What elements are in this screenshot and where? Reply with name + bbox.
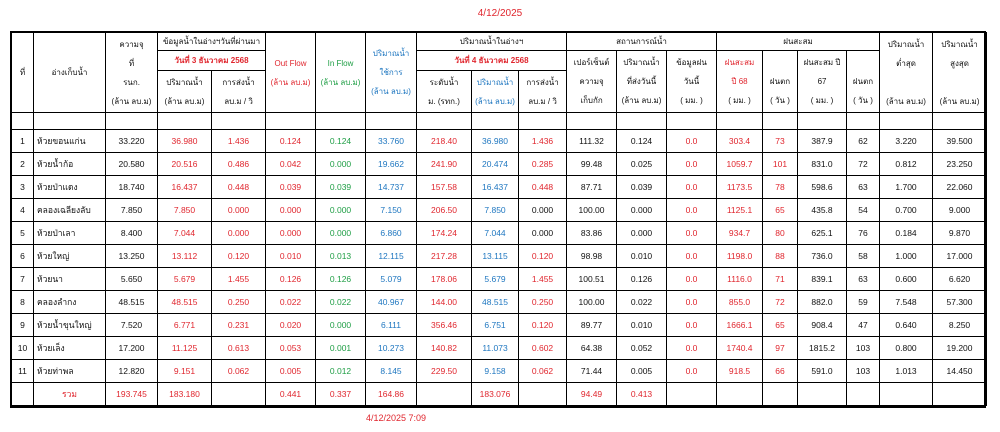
cell-max-volume: 22.060 <box>933 176 987 199</box>
cell-percent-capacity: 111.32 <box>567 130 617 153</box>
cell-min-volume: 0.600 <box>880 268 933 291</box>
cell-water-level: 174.24 <box>417 222 472 245</box>
cell-row-no: 3 <box>12 176 34 199</box>
cell-rain-2567: 908.4 <box>798 314 847 337</box>
cell-current-volume: 13.115 <box>472 245 519 268</box>
cell-prev-volume: 20.516 <box>158 153 212 176</box>
cell-outflow: 0.053 <box>266 337 316 360</box>
cell-percent-capacity: 99.48 <box>567 153 617 176</box>
cell-current-volume: 7.850 <box>472 199 519 222</box>
cell-rain-today: 0.0 <box>667 291 717 314</box>
cell-percent-capacity: 71.44 <box>567 360 617 383</box>
cell-percent-capacity: 100.00 <box>567 199 617 222</box>
header-rain-group: ฝนสะสม <box>717 33 880 51</box>
cell-rain-days-2568: 71 <box>763 268 798 291</box>
header-current-group: ปริมาณน้ำในอ่างฯ <box>417 33 567 51</box>
header-current-level: ระดับน้ำ ม. (รทก.) <box>417 71 472 113</box>
cell-current-volume: 6.751 <box>472 314 519 337</box>
cell-rain-days-2567: 62 <box>847 130 880 153</box>
cell-max-volume: 6.620 <box>933 268 987 291</box>
header-prev-volume: ปริมาณน้ำ (ล้าน ลบ.ม) <box>158 71 212 113</box>
cell-reservoir-name: ห้วยใหญ่ <box>34 245 106 268</box>
cell-current-release: 0.602 <box>519 337 567 360</box>
cell-max-volume: 14.450 <box>933 360 987 383</box>
cell-current-release: 0.062 <box>519 360 567 383</box>
cell-released-today: 0.010 <box>617 314 667 337</box>
cell-inflow: 0.039 <box>316 176 366 199</box>
cell-current-release: 0.285 <box>519 153 567 176</box>
cell-usable-volume: 5.079 <box>366 268 417 291</box>
header-no: ที่ <box>12 33 34 113</box>
cell-rain-2567: 839.1 <box>798 268 847 291</box>
cell-rain-days-2567: 59 <box>847 291 880 314</box>
cell-row-no: 9 <box>12 314 34 337</box>
cell-usable-volume: 33.760 <box>366 130 417 153</box>
cell-current-volume: 16.437 <box>472 176 519 199</box>
cell-percent-capacity: 89.77 <box>567 314 617 337</box>
cell-percent-capacity: 98.98 <box>567 245 617 268</box>
table-row <box>12 130 987 153</box>
cell-water-level: 356.46 <box>417 314 472 337</box>
cell-current-volume: 20.474 <box>472 153 519 176</box>
header-rain-today: ข้อมูลฝน วันนี้ ( มม. ) <box>667 51 717 113</box>
header-max-volume: ปริมาณน้ำ สูงสุด (ล้าน ลบ.ม) <box>933 33 987 113</box>
cell-prev-release: 0.448 <box>212 176 266 199</box>
total-label: รวม <box>34 383 106 406</box>
cell-outflow: 0.022 <box>266 291 316 314</box>
cell-prev-volume: 7.850 <box>158 199 212 222</box>
cell-reservoir-name: ห้วยป่าเลา <box>34 222 106 245</box>
cell-water-level: 140.82 <box>417 337 472 360</box>
cell-capacity: 33.220 <box>106 130 158 153</box>
cell-prev-release: 0.062 <box>212 360 266 383</box>
cell-inflow: 0.000 <box>316 199 366 222</box>
cell-row-no: 1 <box>12 130 34 153</box>
cell-prev-volume: 7.044 <box>158 222 212 245</box>
cell-max-volume: 57.300 <box>933 291 987 314</box>
cell-prev-release: 0.250 <box>212 291 266 314</box>
header-released-today: ปริมาณน้ำ ที่ส่งวันนี้ (ล้าน ลบ.ม) <box>617 51 667 113</box>
header-percent: เปอร์เซ็นต์ ความจุ เก็บกัก <box>567 51 617 113</box>
total-capacity: 193.745 <box>106 383 158 406</box>
header-reservoir: อ่างเก็บน้ำ <box>34 33 106 113</box>
cell-inflow: 0.022 <box>316 291 366 314</box>
total-prev-volume: 183.180 <box>158 383 212 406</box>
cell-outflow: 0.010 <box>266 245 316 268</box>
cell-water-level: 217.28 <box>417 245 472 268</box>
table-row <box>12 199 987 222</box>
cell-rain-days-2568: 72 <box>763 291 798 314</box>
cell-rain-2568: 1173.5 <box>717 176 763 199</box>
cell-capacity: 13.250 <box>106 245 158 268</box>
cell-min-volume: 0.700 <box>880 199 933 222</box>
cell-current-volume: 48.515 <box>472 291 519 314</box>
cell-max-volume: 9.000 <box>933 199 987 222</box>
cell-current-release: 0.000 <box>519 199 567 222</box>
cell-current-release: 0.120 <box>519 245 567 268</box>
cell-percent-capacity: 87.71 <box>567 176 617 199</box>
cell-max-volume: 17.000 <box>933 245 987 268</box>
cell-min-volume: 0.184 <box>880 222 933 245</box>
cell-usable-volume: 8.145 <box>366 360 417 383</box>
cell-prev-volume: 9.151 <box>158 360 212 383</box>
cell-current-release: 1.436 <box>519 130 567 153</box>
cell-inflow: 0.124 <box>316 130 366 153</box>
cell-released-today: 0.022 <box>617 291 667 314</box>
cell-usable-volume: 7.150 <box>366 199 417 222</box>
cell-rain-2567: 435.8 <box>798 199 847 222</box>
cell-released-today: 0.000 <box>617 199 667 222</box>
total-row <box>12 383 987 406</box>
cell-max-volume: 8.250 <box>933 314 987 337</box>
cell-released-today: 0.010 <box>617 245 667 268</box>
cell-rain-today: 0.0 <box>667 360 717 383</box>
cell-rain-days-2567: 103 <box>847 337 880 360</box>
cell-rain-days-2568: 101 <box>763 153 798 176</box>
cell-released-today: 0.000 <box>617 222 667 245</box>
cell-capacity: 20.580 <box>106 153 158 176</box>
cell-rain-2567: 882.0 <box>798 291 847 314</box>
header-min-volume: ปริมาณน้ำ ต่ำสุด (ล้าน ลบ.ม) <box>880 33 933 113</box>
cell-capacity: 7.850 <box>106 199 158 222</box>
cell-capacity: 5.650 <box>106 268 158 291</box>
cell-released-today: 0.052 <box>617 337 667 360</box>
header-current-date: วันที่ 4 ธันวาคม 2568 <box>417 51 567 71</box>
cell-rain-today: 0.0 <box>667 130 717 153</box>
cell-water-level: 144.00 <box>417 291 472 314</box>
cell-reservoir-name: คลองเฉลียงลับ <box>34 199 106 222</box>
cell-rain-2568: 855.0 <box>717 291 763 314</box>
cell-current-volume: 11.073 <box>472 337 519 360</box>
cell-rain-2568: 303.4 <box>717 130 763 153</box>
table-row <box>12 314 987 337</box>
header-status-group: สถานการณ์น้ำ <box>567 33 717 51</box>
cell-rain-2568: 934.7 <box>717 222 763 245</box>
cell-row-no: 6 <box>12 245 34 268</box>
cell-current-volume: 36.980 <box>472 130 519 153</box>
header-current-release: การส่งน้ำ ลบ.ม / วิ <box>519 71 567 113</box>
cell-capacity: 48.515 <box>106 291 158 314</box>
cell-released-today: 0.126 <box>617 268 667 291</box>
cell-rain-2568: 1116.0 <box>717 268 763 291</box>
cell-min-volume: 1.013 <box>880 360 933 383</box>
cell-rain-today: 0.0 <box>667 199 717 222</box>
cell-current-volume: 7.044 <box>472 222 519 245</box>
cell-usable-volume: 40.967 <box>366 291 417 314</box>
cell-current-release: 0.120 <box>519 314 567 337</box>
cell-water-level: 206.50 <box>417 199 472 222</box>
cell-outflow: 0.126 <box>266 268 316 291</box>
cell-prev-release: 1.436 <box>212 130 266 153</box>
cell-outflow: 0.005 <box>266 360 316 383</box>
cell-prev-volume: 5.679 <box>158 268 212 291</box>
cell-reservoir-name: ห้วยนา <box>34 268 106 291</box>
cell-rain-2567: 736.0 <box>798 245 847 268</box>
table-row <box>12 268 987 291</box>
cell-rain-2568: 1059.7 <box>717 153 763 176</box>
cell-percent-capacity: 83.86 <box>567 222 617 245</box>
cell-prev-volume: 48.515 <box>158 291 212 314</box>
cell-water-level: 229.50 <box>417 360 472 383</box>
cell-inflow: 0.001 <box>316 337 366 360</box>
header-prev-date: วันที่ 3 ธันวาคม 2568 <box>158 51 266 71</box>
cell-prev-volume: 13.112 <box>158 245 212 268</box>
cell-capacity: 7.520 <box>106 314 158 337</box>
cell-inflow: 0.000 <box>316 314 366 337</box>
header-capacity: ความจุ ที่ รนก. (ล้าน ลบ.ม) <box>106 33 158 113</box>
cell-inflow: 0.000 <box>316 153 366 176</box>
cell-capacity: 8.400 <box>106 222 158 245</box>
cell-rain-today: 0.0 <box>667 268 717 291</box>
cell-min-volume: 0.812 <box>880 153 933 176</box>
cell-max-volume: 39.500 <box>933 130 987 153</box>
cell-usable-volume: 12.115 <box>366 245 417 268</box>
cell-released-today: 0.039 <box>617 176 667 199</box>
cell-usable-volume: 6.860 <box>366 222 417 245</box>
cell-current-volume: 5.679 <box>472 268 519 291</box>
cell-capacity: 18.740 <box>106 176 158 199</box>
cell-water-level: 241.90 <box>417 153 472 176</box>
cell-inflow: 0.013 <box>316 245 366 268</box>
cell-rain-days-2567: 76 <box>847 222 880 245</box>
cell-usable-volume: 10.273 <box>366 337 417 360</box>
cell-current-release: 0.250 <box>519 291 567 314</box>
cell-prev-volume: 16.437 <box>158 176 212 199</box>
cell-max-volume: 9.870 <box>933 222 987 245</box>
cell-outflow: 0.000 <box>266 222 316 245</box>
cell-rain-days-2567: 63 <box>847 176 880 199</box>
table-row <box>12 291 987 314</box>
cell-rain-days-2568: 78 <box>763 176 798 199</box>
header-prev-group: ข้อมูลน้ำในอ่างฯวันที่ผ่านมา <box>158 33 266 51</box>
cell-capacity: 17.200 <box>106 337 158 360</box>
cell-outflow: 0.020 <box>266 314 316 337</box>
cell-current-release: 0.448 <box>519 176 567 199</box>
cell-prev-release: 0.000 <box>212 222 266 245</box>
cell-rain-2568: 1740.4 <box>717 337 763 360</box>
cell-rain-today: 0.0 <box>667 245 717 268</box>
cell-rain-today: 0.0 <box>667 176 717 199</box>
cell-capacity: 12.820 <box>106 360 158 383</box>
cell-max-volume: 23.250 <box>933 153 987 176</box>
cell-rain-days-2568: 88 <box>763 245 798 268</box>
cell-rain-today: 0.0 <box>667 222 717 245</box>
cell-inflow: 0.126 <box>316 268 366 291</box>
cell-water-level: 178.06 <box>417 268 472 291</box>
cell-usable-volume: 6.111 <box>366 314 417 337</box>
cell-water-level: 157.58 <box>417 176 472 199</box>
cell-outflow: 0.042 <box>266 153 316 176</box>
cell-usable-volume: 19.662 <box>366 153 417 176</box>
cell-row-no: 2 <box>12 153 34 176</box>
cell-prev-volume: 36.980 <box>158 130 212 153</box>
header-rain67: ฝนสะสม ปี 67 ( มม. ) <box>798 51 847 113</box>
cell-rain-2568: 918.5 <box>717 360 763 383</box>
cell-rain-2567: 1815.2 <box>798 337 847 360</box>
cell-water-level: 218.40 <box>417 130 472 153</box>
cell-rain-2567: 387.9 <box>798 130 847 153</box>
report-date-title: 4/12/2025 <box>477 8 523 19</box>
header-rain68-days: ฝนตก ( วัน ) <box>763 51 798 113</box>
cell-reservoir-name: ห้วยป่าแดง <box>34 176 106 199</box>
cell-current-release: 1.455 <box>519 268 567 291</box>
cell-inflow: 0.012 <box>316 360 366 383</box>
cell-prev-release: 0.613 <box>212 337 266 360</box>
cell-usable-volume: 14.737 <box>366 176 417 199</box>
total-current-volume: 183.076 <box>472 383 519 406</box>
cell-prev-release: 1.455 <box>212 268 266 291</box>
cell-rain-2567: 625.1 <box>798 222 847 245</box>
cell-min-volume: 1.000 <box>880 245 933 268</box>
cell-rain-2568: 1198.0 <box>717 245 763 268</box>
cell-rain-days-2567: 72 <box>847 153 880 176</box>
cell-reservoir-name: ห้วยน้ำก้อ <box>34 153 106 176</box>
cell-rain-days-2568: 65 <box>763 314 798 337</box>
cell-reservoir-name: คลองลำกง <box>34 291 106 314</box>
total-released-today: 0.413 <box>617 383 667 406</box>
cell-rain-2567: 831.0 <box>798 153 847 176</box>
cell-row-no: 10 <box>12 337 34 360</box>
cell-min-volume: 0.640 <box>880 314 933 337</box>
footer-timestamp: 4/12/2025 7:09 <box>366 413 427 423</box>
cell-percent-capacity: 64.38 <box>567 337 617 360</box>
cell-rain-2568: 1666.1 <box>717 314 763 337</box>
header-inflow: In Flow (ล้าน ลบ.ม) <box>316 33 366 113</box>
table-row <box>12 337 987 360</box>
reservoir-rows <box>12 130 987 383</box>
cell-outflow: 0.000 <box>266 199 316 222</box>
cell-rain-days-2568: 73 <box>763 130 798 153</box>
cell-rain-days-2567: 63 <box>847 268 880 291</box>
cell-rain-2567: 598.6 <box>798 176 847 199</box>
cell-percent-capacity: 100.00 <box>567 291 617 314</box>
cell-outflow: 0.124 <box>266 130 316 153</box>
cell-rain-days-2568: 66 <box>763 360 798 383</box>
cell-row-no: 4 <box>12 199 34 222</box>
cell-released-today: 0.005 <box>617 360 667 383</box>
cell-rain-today: 0.0 <box>667 337 717 360</box>
cell-rain-days-2567: 58 <box>847 245 880 268</box>
cell-rain-days-2567: 103 <box>847 360 880 383</box>
cell-rain-days-2568: 97 <box>763 337 798 360</box>
cell-row-no: 8 <box>12 291 34 314</box>
cell-rain-today: 0.0 <box>667 153 717 176</box>
cell-current-volume: 9.158 <box>472 360 519 383</box>
cell-prev-volume: 6.771 <box>158 314 212 337</box>
cell-rain-today: 0.0 <box>667 314 717 337</box>
cell-rain-days-2567: 47 <box>847 314 880 337</box>
cell-min-volume: 3.220 <box>880 130 933 153</box>
table-row <box>12 153 987 176</box>
cell-outflow: 0.039 <box>266 176 316 199</box>
cell-reservoir-name: ห้วยท่าพล <box>34 360 106 383</box>
cell-prev-release: 0.231 <box>212 314 266 337</box>
cell-min-volume: 1.700 <box>880 176 933 199</box>
table-row <box>12 176 987 199</box>
cell-min-volume: 0.800 <box>880 337 933 360</box>
total-percent: 94.49 <box>567 383 617 406</box>
header-prev-release: การส่งน้ำ ลบ.ม / วิ <box>212 71 266 113</box>
table-row <box>12 360 987 383</box>
header-rain67-days: ฝนตก ( วัน ) <box>847 51 880 113</box>
cell-row-no: 11 <box>12 360 34 383</box>
total-inflow: 0.337 <box>316 383 366 406</box>
cell-rain-2568: 1125.1 <box>717 199 763 222</box>
cell-released-today: 0.124 <box>617 130 667 153</box>
cell-max-volume: 19.200 <box>933 337 987 360</box>
cell-percent-capacity: 100.51 <box>567 268 617 291</box>
cell-row-no: 5 <box>12 222 34 245</box>
cell-min-volume: 7.548 <box>880 291 933 314</box>
header-outflow: Out Flow (ล้าน ลบ.ม) <box>266 33 316 113</box>
total-usable: 164.86 <box>366 383 417 406</box>
table-row <box>12 222 987 245</box>
cell-rain-2567: 591.0 <box>798 360 847 383</box>
spacer-row <box>12 113 987 130</box>
header-rain68: ฝนสะสม ปี 68 ( มม. ) <box>717 51 763 113</box>
total-outflow: 0.441 <box>266 383 316 406</box>
cell-prev-release: 0.120 <box>212 245 266 268</box>
cell-rain-days-2567: 54 <box>847 199 880 222</box>
cell-reservoir-name: ห้วยน้ำขุนใหญ่ <box>34 314 106 337</box>
cell-prev-release: 0.486 <box>212 153 266 176</box>
cell-reservoir-name: ห้วยเล็ง <box>34 337 106 360</box>
header-usable: ปริมาณน้ำ ใช้การ (ล้าน ลบ.ม) <box>366 33 417 113</box>
cell-row-no: 7 <box>12 268 34 291</box>
cell-prev-release: 0.000 <box>212 199 266 222</box>
cell-released-today: 0.025 <box>617 153 667 176</box>
reservoir-status-table <box>11 32 987 406</box>
cell-rain-days-2568: 65 <box>763 199 798 222</box>
cell-inflow: 0.000 <box>316 222 366 245</box>
header-current-volume: ปริมาณน้ำ (ล้าน ลบ.ม) <box>472 71 519 113</box>
cell-reservoir-name: ห้วยขอนแก่น <box>34 130 106 153</box>
table-row <box>12 245 987 268</box>
cell-rain-days-2568: 80 <box>763 222 798 245</box>
cell-prev-volume: 11.125 <box>158 337 212 360</box>
cell-current-release: 0.000 <box>519 222 567 245</box>
